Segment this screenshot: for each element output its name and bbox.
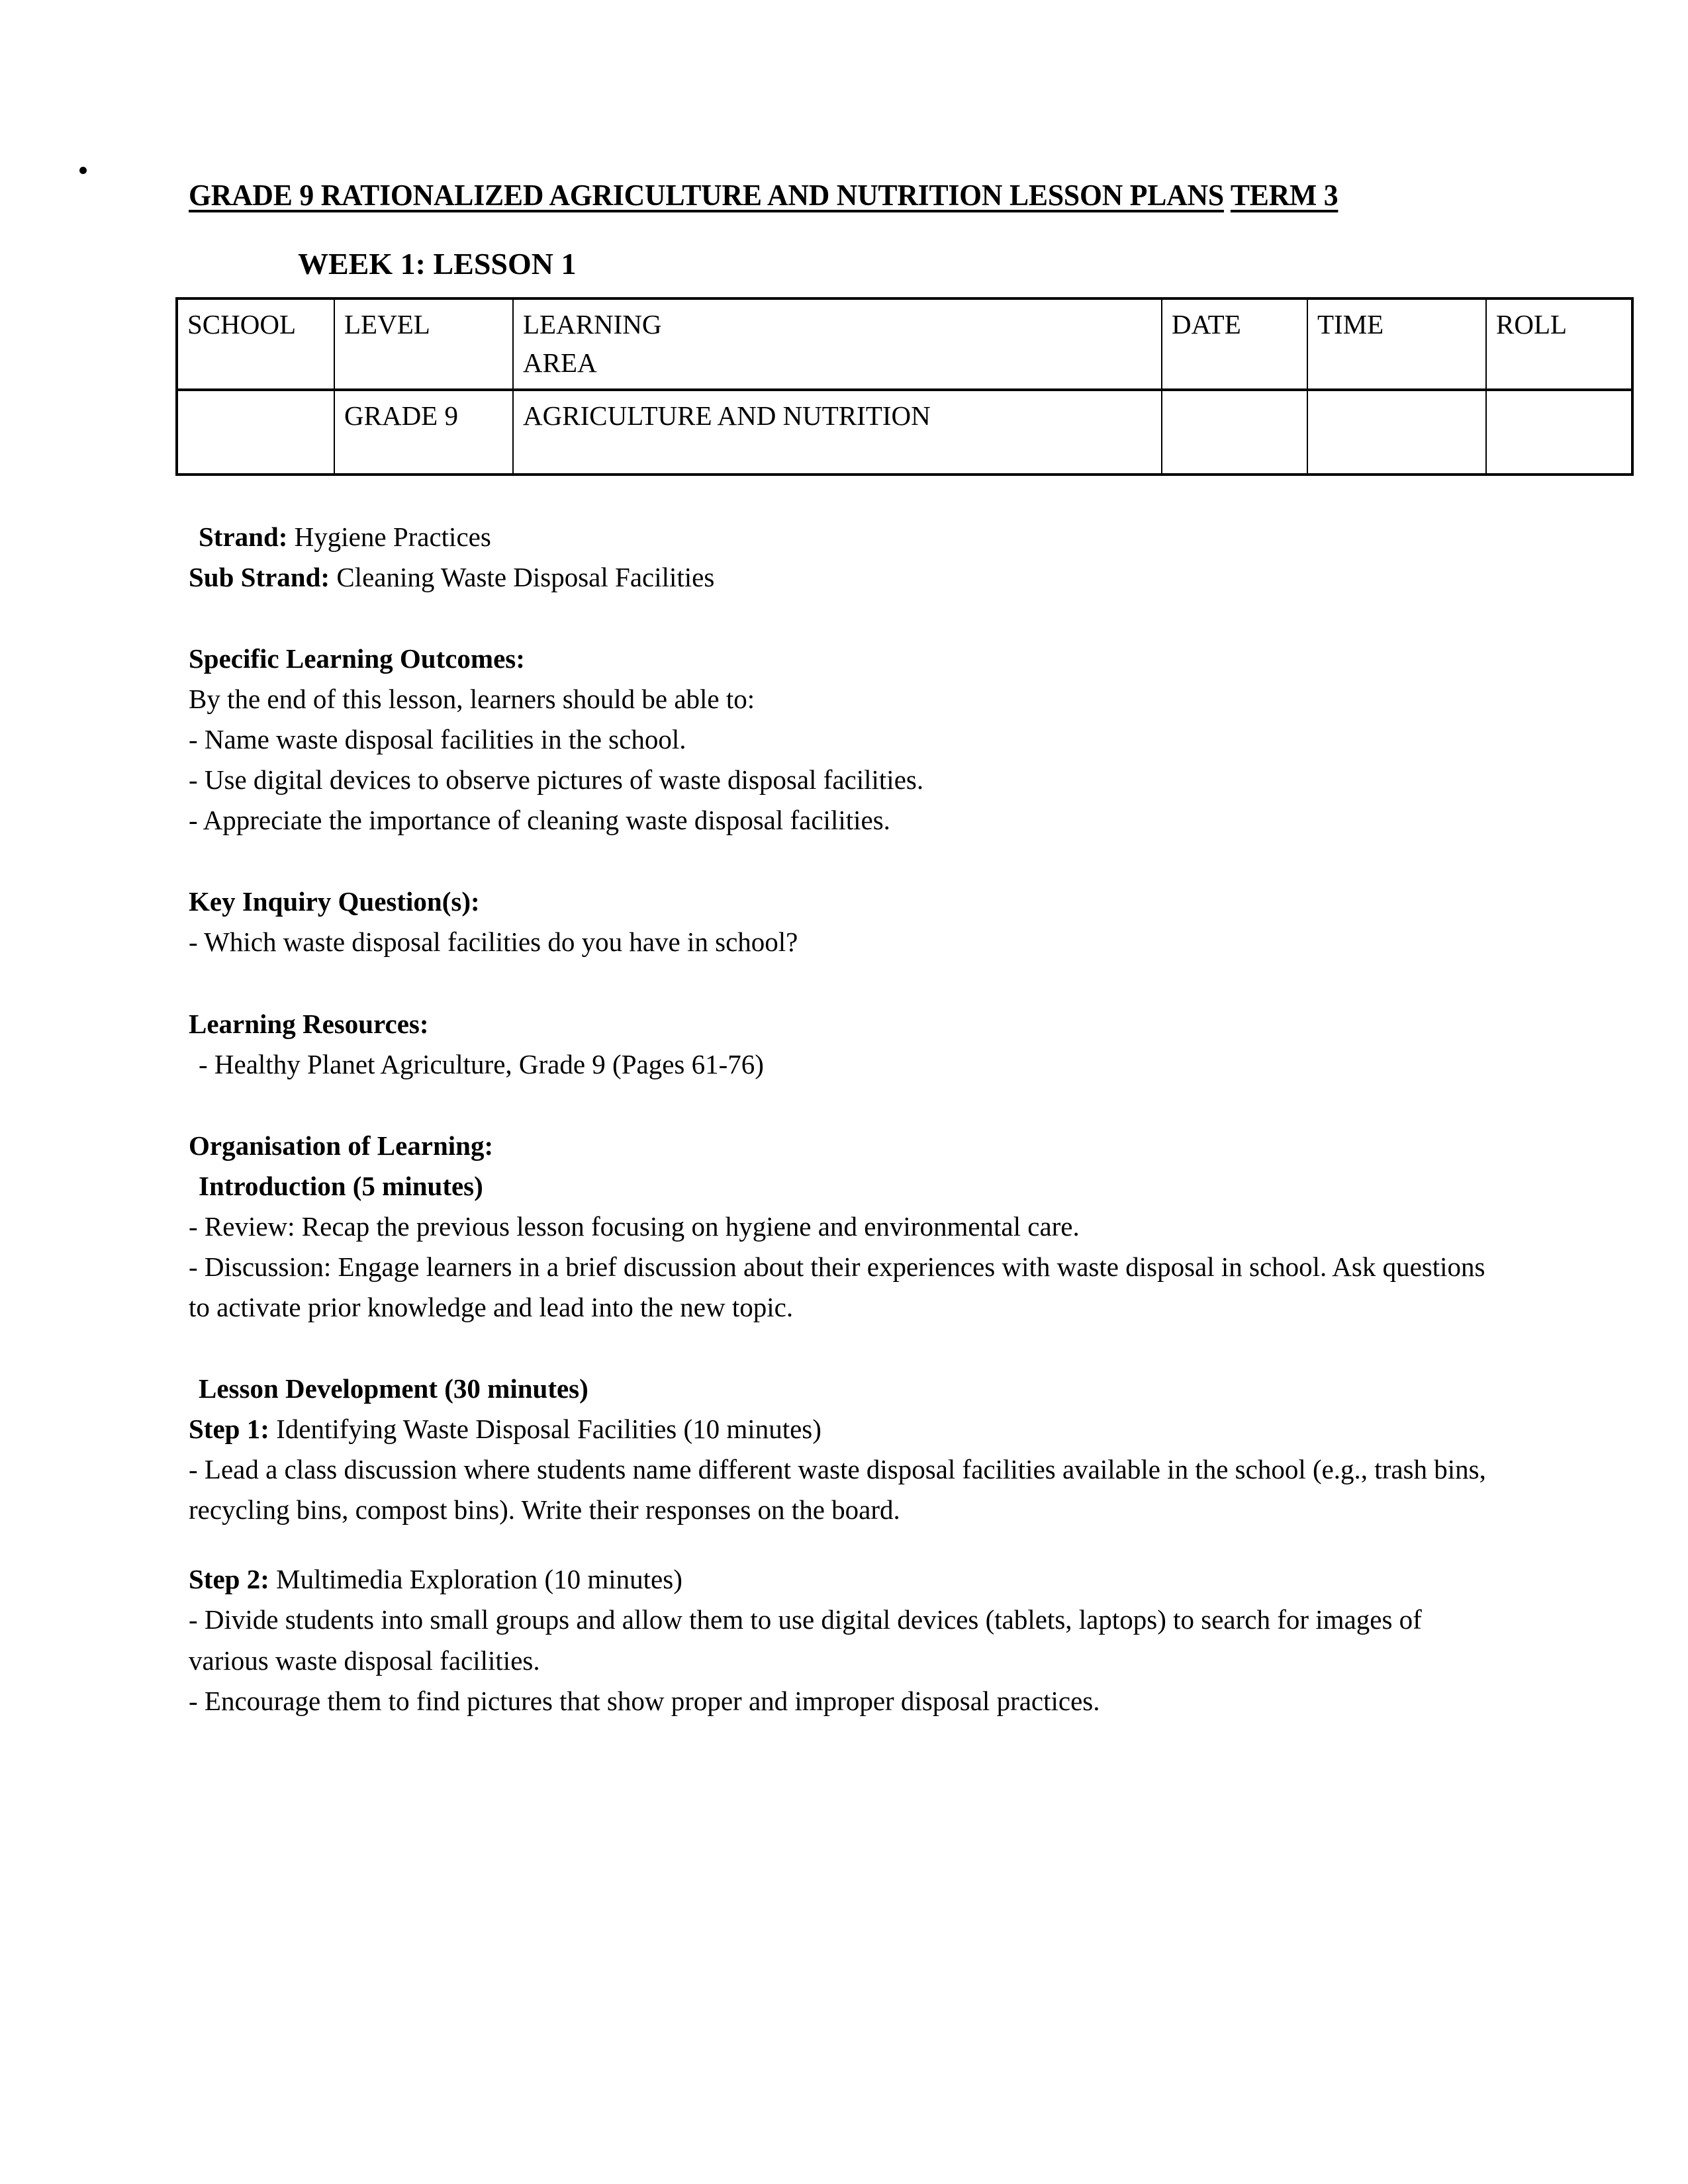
- strand-label: Strand:: [199, 521, 288, 552]
- table-row: [177, 390, 1632, 475]
- header-cell-learning-area: [513, 298, 1162, 390]
- spacer: [189, 1530, 1499, 1559]
- stray-mark-icon: [79, 167, 87, 174]
- lesson-development-heading: Lesson Development (30 minutes): [199, 1373, 588, 1404]
- sub-strand-line: [189, 557, 1499, 598]
- header-cell-roll: ROLL: [1486, 298, 1632, 390]
- key-inquiry-heading: Key Inquiry Question(s):: [189, 886, 480, 917]
- step-1-label: Step 1:: [189, 1414, 269, 1445]
- header-cell-time: TIME: [1307, 298, 1486, 390]
- header-learning-area-line2: AREA: [523, 347, 597, 379]
- cell-learning-area[interactable]: AGRICULTURE AND NUTRITION: [513, 390, 1162, 475]
- strand-section: [189, 517, 1499, 598]
- header-cell-school: SCHOOL: [177, 298, 334, 390]
- introduction-line: - Review: Recap the previous lesson focusing on hygiene and environmental care.: [189, 1210, 1080, 1242]
- strand-line: [189, 517, 1499, 557]
- learning-outcomes-section: [189, 639, 1499, 841]
- strand-value: Hygiene Practices: [294, 521, 491, 552]
- step-1-heading: [189, 1409, 1499, 1449]
- list-item: - Which waste disposal facilities do you have in school?: [189, 927, 798, 958]
- list-item: - Healthy Planet Agriculture, Grade 9 (Pages 61-76): [199, 1048, 764, 1079]
- learning-outcomes-heading: Specific Learning Outcomes:: [189, 643, 525, 674]
- cell-date[interactable]: [1162, 390, 1307, 475]
- step-2-label: Step 2:: [189, 1564, 269, 1595]
- introduction-line: - Discussion: Engage learners in a brief discussion about their experiences with waste disposal in school. Ask questions to activate prior knowledge and lead into the new topic.: [189, 1251, 1485, 1323]
- step-2-heading: [189, 1559, 1499, 1600]
- step-2-title: Multimedia Exploration (10 minutes): [269, 1564, 682, 1595]
- learning-resources-heading: Learning Resources:: [189, 1008, 429, 1039]
- list-item: - Use digital devices to observe pictures of waste disposal facilities.: [189, 764, 924, 796]
- step-1-title: Identifying Waste Disposal Facilities (10 minutes): [269, 1414, 821, 1445]
- learning-outcomes-intro: By the end of this lesson, learners should be able to:: [189, 684, 755, 715]
- step-2-line: - Divide students into small groups and allow them to use digital devices (tablets, laptops) to search for images of various waste disposal facilities.: [189, 1604, 1422, 1676]
- list-item: - Appreciate the importance of cleaning waste disposal facilities.: [189, 805, 890, 836]
- lesson-development-section: [189, 1369, 1499, 1721]
- page-title-main: GRADE 9 RATIONALIZED AGRICULTURE AND NUTRITION LESSON PLANS: [189, 179, 1224, 212]
- key-inquiry-section: [189, 882, 1499, 962]
- organisation-section: [189, 1126, 1499, 1328]
- header-cell-date: DATE: [1162, 298, 1307, 390]
- table-header-row: [177, 298, 1632, 390]
- cell-roll[interactable]: [1486, 390, 1632, 475]
- header-cell-level: LEVEL: [334, 298, 513, 390]
- step-2-line: - Encourage them to find pictures that show proper and improper disposal practices.: [189, 1685, 1100, 1716]
- cell-time[interactable]: [1307, 390, 1486, 475]
- step-1-line: - Lead a class discussion where students name different waste disposal facilities available in the school (e.g., trash bins, recycling bins, compost bins). Write their responses on the board.: [189, 1454, 1486, 1525]
- cell-school[interactable]: [177, 390, 334, 475]
- header-learning-area-line1: LEARNING: [523, 308, 662, 340]
- introduction-heading: Introduction (5 minutes): [199, 1170, 483, 1201]
- organisation-heading: Organisation of Learning:: [189, 1130, 494, 1161]
- week-lesson-heading: WEEK 1: LESSON 1: [298, 247, 577, 281]
- sub-strand-label: Sub Strand:: [189, 561, 330, 592]
- page-title-term: TERM 3: [1230, 179, 1338, 212]
- lesson-info-table: [175, 297, 1634, 476]
- sub-strand-value: Cleaning Waste Disposal Facilities: [336, 561, 715, 592]
- list-item: - Name waste disposal facilities in the school.: [189, 724, 686, 755]
- cell-level[interactable]: GRADE 9: [334, 390, 513, 475]
- document-content: [187, 0, 1568, 1721]
- learning-resources-section: [189, 1004, 1499, 1085]
- page-title: [189, 0, 1460, 211]
